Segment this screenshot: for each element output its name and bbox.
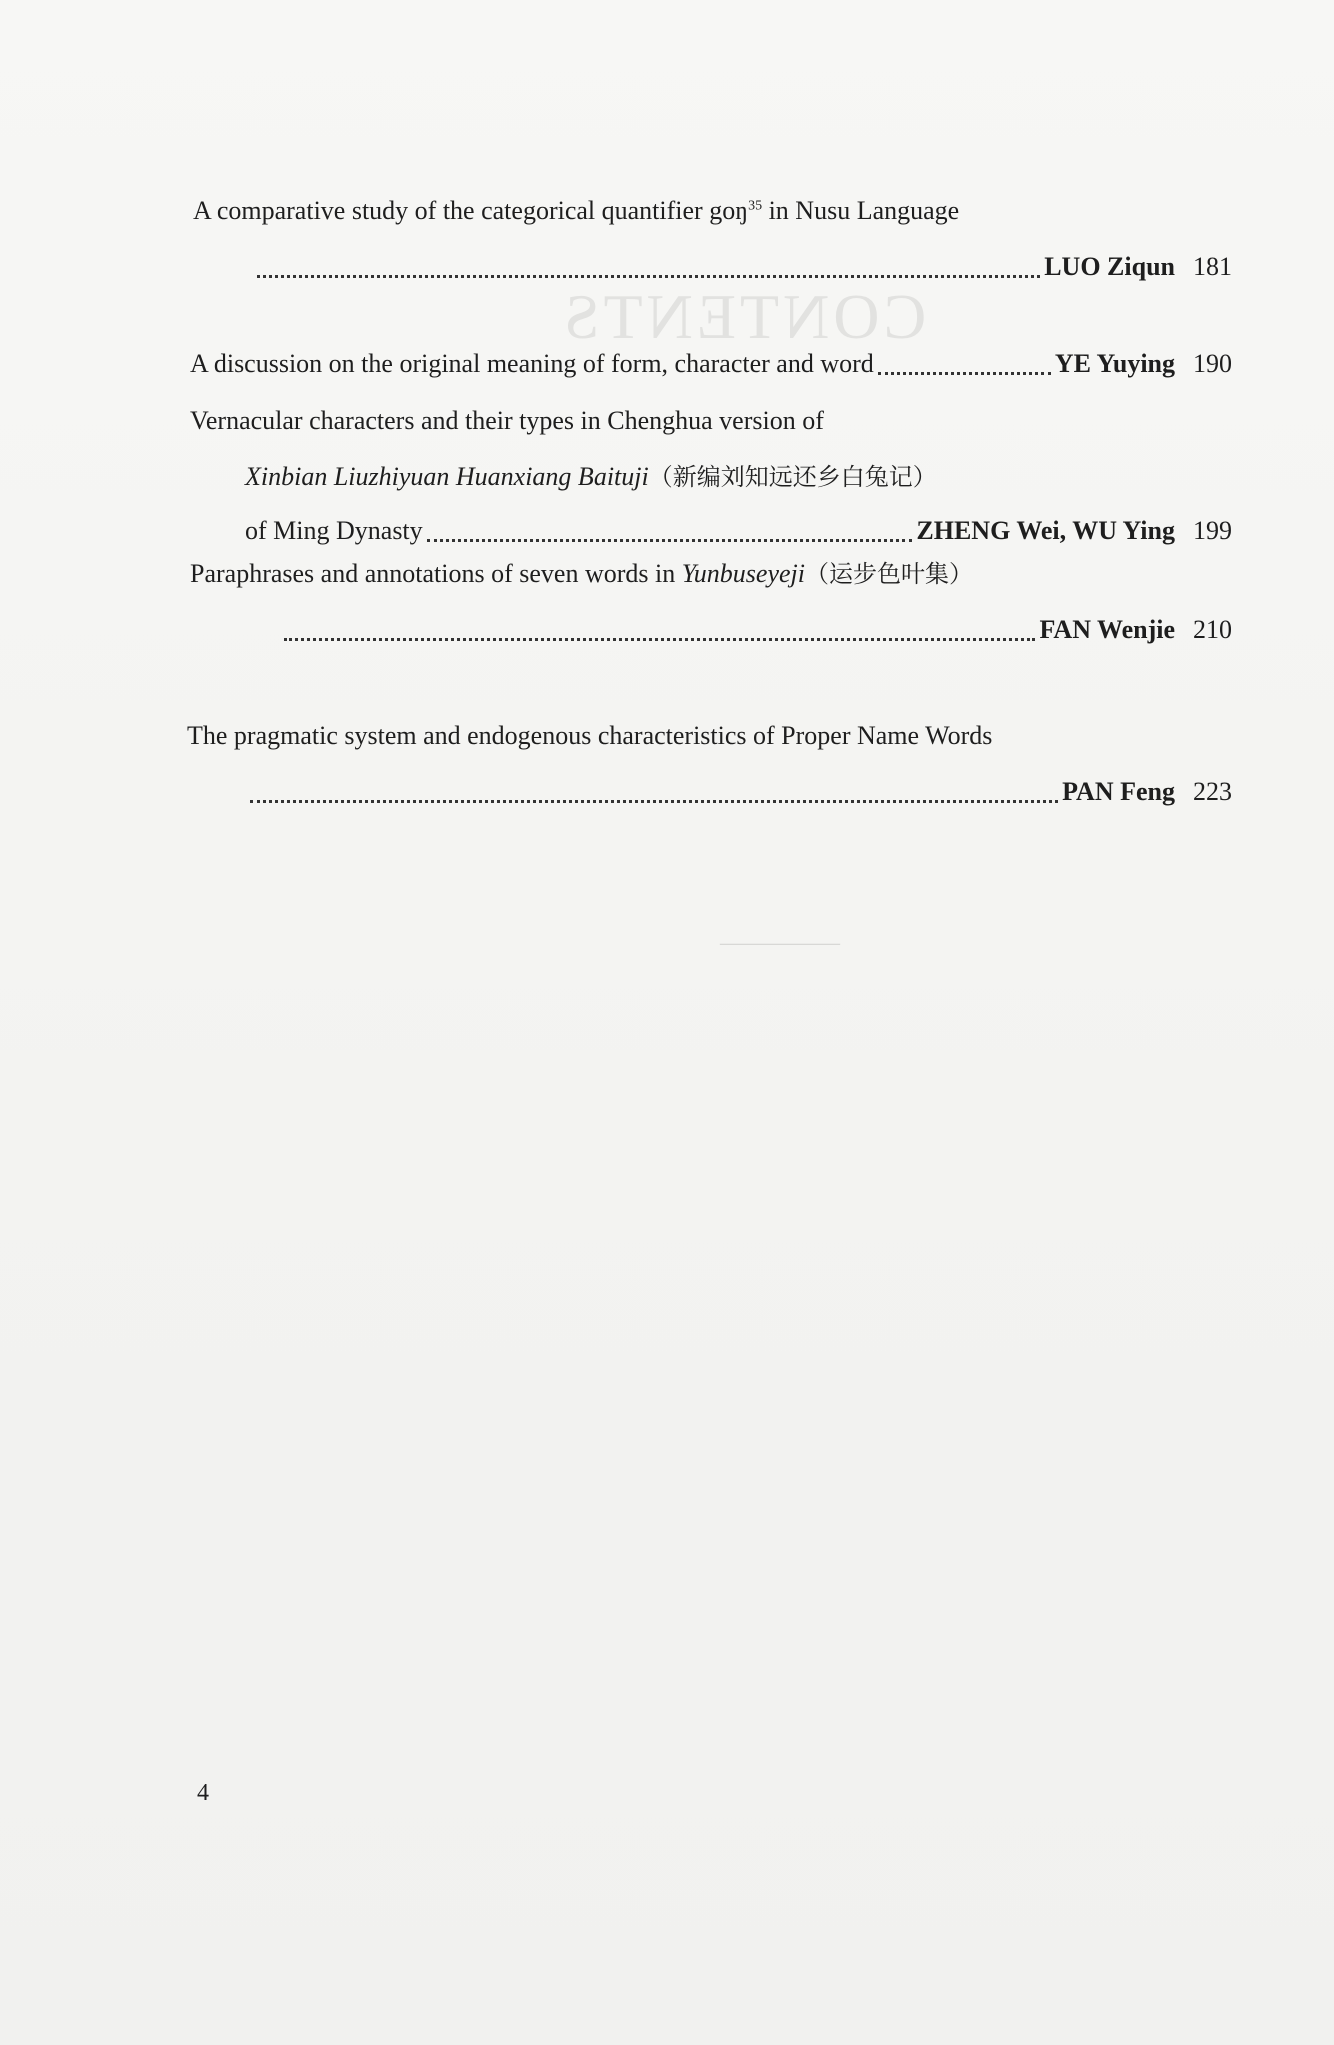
page-number: 4 [197,1780,209,1806]
entry-author: FAN Wenjie [1039,615,1175,644]
entry-title-continued: Xinbian Liuzhiyuan Huanxiang Baituji（新编刘知远还乡白兔记） [245,462,937,491]
dot-leader [284,620,1035,641]
dot-leader [250,782,1058,803]
entry-title: Vernacular characters and their types in Chenghua version of [190,406,824,435]
entry-title: A comparative study of the categorical quantifier goŋ$^{35}$ in Nusu Language [193,196,960,225]
dot-leader [257,257,1040,278]
entry-page-number: 199 [1193,516,1232,545]
entry-page-number: 190 [1193,349,1232,378]
entry-leader-line [190,348,1243,380]
chinese-title: （运步色叶集） [804,560,973,588]
entry-page-number: 210 [1193,615,1232,644]
entry-author: YE Yuying [1054,349,1175,378]
entry-title: The pragmatic system and endogenous characteristics of Proper Name Words [187,721,993,750]
entry-author: LUO Ziqun [1044,252,1175,281]
entry-page-number: 181 [1193,252,1232,281]
entry-leader-line [253,251,1243,283]
chinese-title: （新编刘知远还乡白兔记） [648,463,937,491]
entry-leader-line: of Ming Dynasty ZHENG Wei, WU Ying 199 [245,515,1243,547]
entry-leader-line [280,614,1243,646]
entry-title: Paraphrases and annotations of seven words in Yunbuseyeji（运步色叶集） [190,559,973,588]
bleed-through-heading: CONTENTS [560,281,927,352]
superscript-tone: 35 [748,198,763,214]
bleed-through-text: ————— [720,930,840,956]
entry-page-number: 223 [1193,777,1232,806]
entry-author: ZHENG Wei, WU Ying [916,516,1175,545]
entry-author: PAN Feng [1062,777,1175,806]
entry-leader-line [246,776,1243,808]
entry-title: A discussion on the original meaning of form, character and word [190,349,874,378]
dot-leader [878,354,1051,375]
dot-leader [427,521,913,542]
